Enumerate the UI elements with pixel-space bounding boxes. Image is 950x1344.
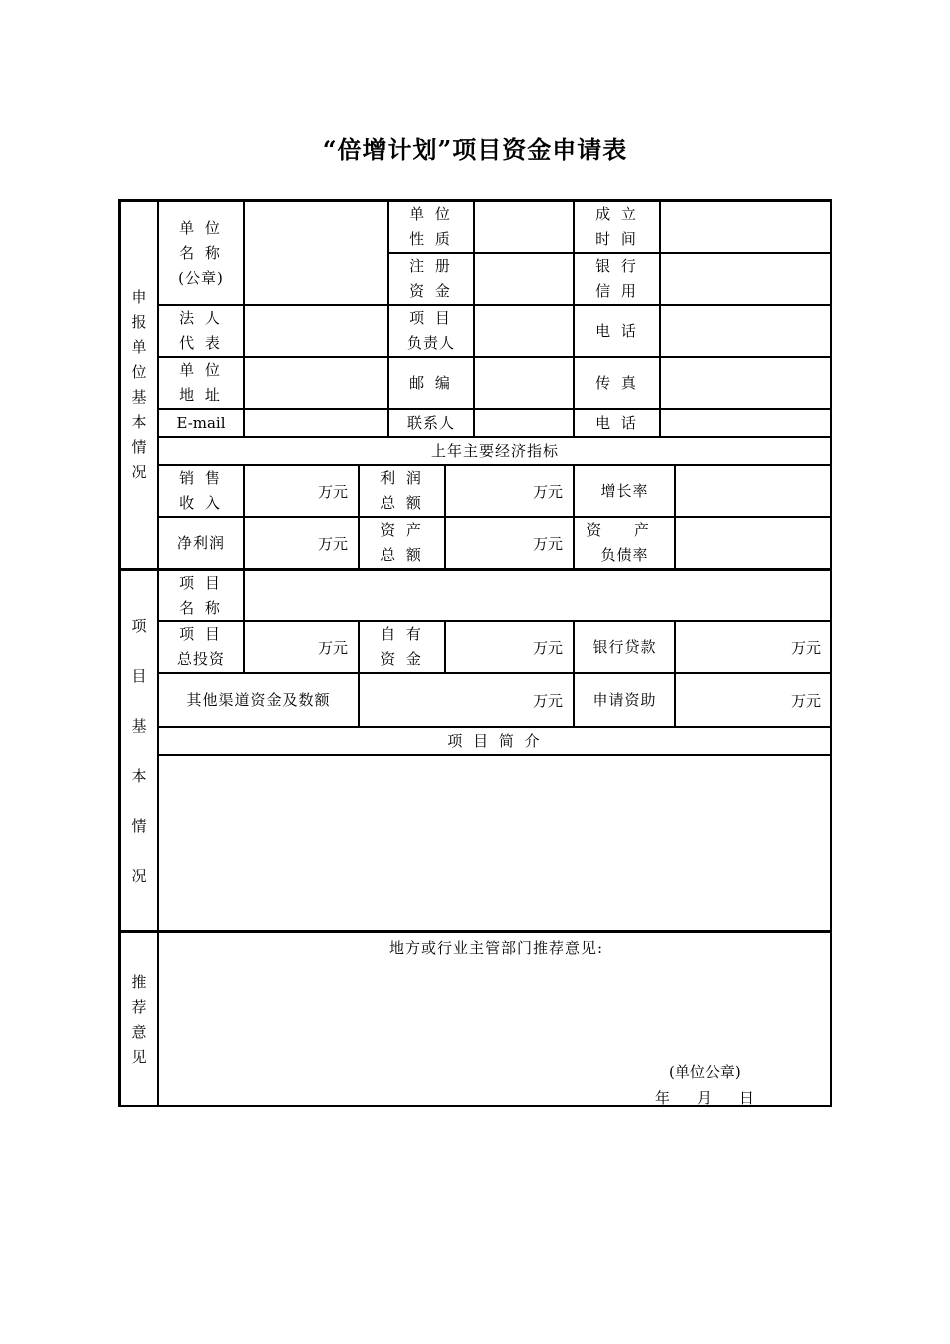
net-profit-label: 净利润 (158, 517, 244, 569)
established-label: 成 立 时 间 (574, 201, 660, 253)
sales-field[interactable]: 万元 (244, 465, 359, 517)
other-funds-field[interactable]: 万元 (359, 673, 574, 727)
total-assets-field[interactable]: 万元 (445, 517, 574, 569)
unit-name-field[interactable] (244, 201, 388, 305)
phone-label: 电 话 (574, 305, 660, 357)
section3-side-label: 推 荐 意 见 (120, 931, 158, 1107)
email-field[interactable] (244, 409, 388, 437)
fax-label: 传 真 (574, 357, 660, 409)
indicators-header: 上年主要经济指标 (158, 437, 832, 465)
contact-field[interactable] (474, 409, 574, 437)
opinion-label: 地方或行业主管部门推荐意见: (388, 939, 604, 957)
address-label: 单 位 地 址 (158, 357, 244, 409)
bank-loan-label: 银行贷款 (574, 621, 675, 673)
date-year: 年 (655, 1089, 671, 1107)
registered-capital-label: 注 册 资 金 (388, 253, 474, 305)
legal-rep-field[interactable] (244, 305, 388, 357)
legal-rep-label: 法 人 代 表 (158, 305, 244, 357)
established-field[interactable] (660, 201, 832, 253)
fax-field[interactable] (660, 357, 832, 409)
phone-field[interactable] (660, 305, 832, 357)
debt-ratio-label: 资 产 负债率 (574, 517, 675, 569)
project-name-field[interactable] (244, 569, 832, 621)
bank-credit-label: 银 行 信 用 (574, 253, 660, 305)
registered-capital-field[interactable] (474, 253, 574, 305)
project-lead-field[interactable] (474, 305, 574, 357)
total-assets-label: 资 产 总 额 (359, 517, 445, 569)
unit-nature-field[interactable] (474, 201, 574, 253)
own-funds-field[interactable]: 万元 (445, 621, 574, 673)
recommendation-field[interactable] (158, 931, 832, 1107)
intro-field[interactable] (158, 755, 832, 931)
address-field[interactable] (244, 357, 388, 409)
apply-funding-field[interactable]: 万元 (675, 673, 832, 727)
seal-label: (单位公章) (669, 1063, 741, 1081)
section1-side-label: 申 报 单 位 基 本 情 况 (120, 201, 158, 569)
total-profit-label: 利 润 总 额 (359, 465, 445, 517)
application-form (118, 199, 832, 1107)
phone2-label: 电 话 (574, 409, 660, 437)
date-day: 日 (739, 1089, 755, 1107)
postcode-field[interactable] (474, 357, 574, 409)
unit-name-label: 单 位 名 称 (公章) (158, 201, 244, 305)
bank-loan-field[interactable]: 万元 (675, 621, 832, 673)
sales-label: 销 售 收 入 (158, 465, 244, 517)
page-title: “倍增计划”项目资金申请表 (322, 135, 628, 164)
bank-credit-field[interactable] (660, 253, 832, 305)
project-lead-label: 项 目 负责人 (388, 305, 474, 357)
own-funds-label: 自 有 资 金 (359, 621, 445, 673)
email-label: E-mail (158, 409, 244, 437)
phone2-field[interactable] (660, 409, 832, 437)
net-profit-field[interactable]: 万元 (244, 517, 359, 569)
apply-funding-label: 申请资助 (574, 673, 675, 727)
date-month: 月 (697, 1089, 713, 1107)
total-investment-field[interactable]: 万元 (244, 621, 359, 673)
other-funds-label: 其他渠道资金及数额 (158, 673, 359, 727)
total-investment-label: 项 目 总投资 (158, 621, 244, 673)
total-profit-field[interactable]: 万元 (445, 465, 574, 517)
contact-label: 联系人 (388, 409, 474, 437)
debt-ratio-field[interactable] (675, 517, 832, 569)
growth-rate-label: 增长率 (574, 465, 675, 517)
postcode-label: 邮 编 (388, 357, 474, 409)
unit-nature-label: 单 位 性 质 (388, 201, 474, 253)
intro-header: 项 目 简 介 (158, 727, 832, 755)
growth-rate-field[interactable] (675, 465, 832, 517)
section2-side-label: 项 目 基 本 情 况 (120, 569, 158, 931)
project-name-label: 项 目 名 称 (158, 569, 244, 621)
